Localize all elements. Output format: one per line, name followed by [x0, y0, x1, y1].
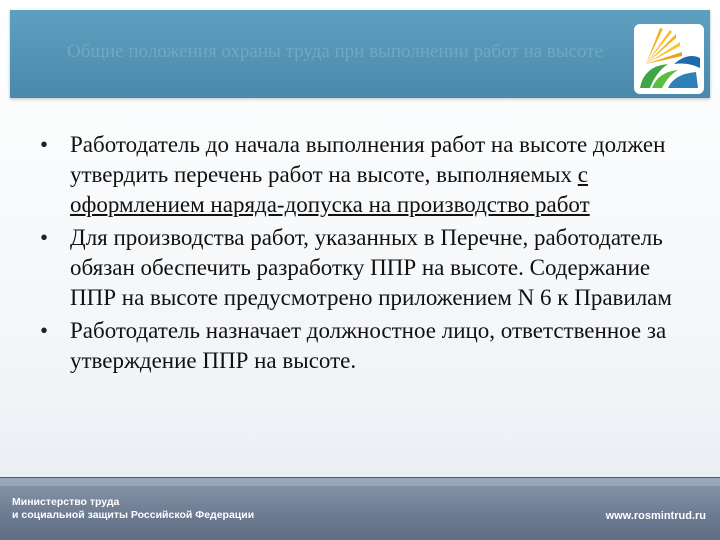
- website-link[interactable]: www.rosmintrud.ru: [605, 510, 706, 522]
- bullet-text: Работодатель назначает должностное лицо, ответственное за утверждение ППР на высоте.: [70, 318, 667, 373]
- bullet-underlined-text: с оформлением наряда-допуска на производство работ: [70, 162, 590, 217]
- ministry-line-2: и социальной защиты Российской Федерации: [12, 509, 255, 521]
- slide-title: Общие положения охраны труда при выполнении работ на высоте: [67, 41, 603, 62]
- ministry-line-1: Министерство труда: [12, 496, 120, 508]
- bullet-item: [40, 130, 680, 220]
- bullet-text: Работодатель до начала выполнения работ на высоте должен утвердить перечень работ на высоте, выполняемых: [70, 132, 666, 187]
- bullet-item: [40, 223, 680, 313]
- footer-divider: [0, 478, 720, 486]
- bullet-text: Для производства работ, указанных в Перечне, работодатель обязан обеспечить разработку ППР на высоте. Содержание ППР на высоте предусмотрено приложением N 6 к Правилам: [70, 225, 672, 310]
- bullet-item: [40, 316, 680, 376]
- bullet-marker: •: [40, 318, 49, 343]
- ministry-name: [12, 496, 312, 522]
- bullet-marker: •: [40, 132, 49, 157]
- slide-footer: [0, 477, 720, 540]
- bullet-list: [40, 130, 680, 379]
- slide-header: [10, 10, 710, 98]
- sun-emblem-icon: [634, 24, 704, 94]
- bullet-marker: •: [40, 225, 49, 250]
